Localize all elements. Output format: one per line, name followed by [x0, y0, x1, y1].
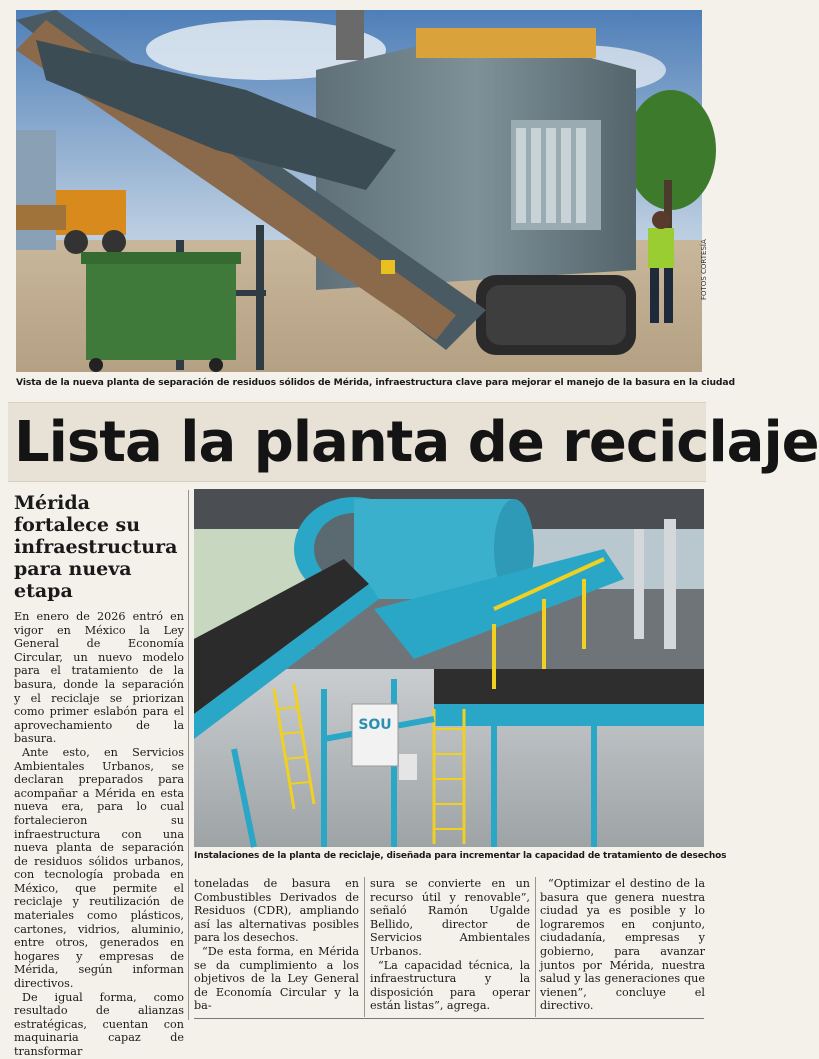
- paragraph: “La capacidad técnica, la infraestructura y la disposición para operar están listas”, agrega.: [370, 958, 530, 1013]
- bottom-rule: [194, 1018, 704, 1019]
- column-rule: [364, 877, 365, 1017]
- paragraph: De igual forma, como resultado de alianzas estratégicas, cuentan con maquinaria capaz de transformar: [14, 990, 184, 1058]
- paragraph: sura se convierte en un recurso útil y renovable”, señaló Ramón Ugalde Bellido, director de Servicios Ambientales Urbanos.: [370, 877, 530, 958]
- plant-sign: SOU: [358, 717, 392, 733]
- paragraph: “De esta forma, en Mérida se da cumplimiento a los objetivos de la Ley General de Economía Circular y la ba-: [194, 944, 359, 1013]
- paragraph: En enero de 2026 entró en vigor en México la Ley General de Economía Circular, un nuevo modelo para el tratamiento de la basura, donde la separación y el reciclaje se priorizan como primer eslabón para el aprovechamiento de la basura.: [14, 610, 184, 746]
- photo-caption-top: Vista de la nueva planta de separación de residuos sólidos de Mérida, infraestructura clave para mejorar el manejo de la basura en la ciudad: [16, 377, 735, 388]
- photo-recycling-machine: [16, 10, 702, 372]
- photo-caption-mid: Instalaciones de la planta de reciclaje, diseñada para incrementar la capacidad de tratamiento de desechos: [194, 851, 727, 861]
- article-column-2: [194, 877, 359, 1013]
- photo-recycling-plant: [194, 489, 704, 847]
- subhead: Mérida fortalece su infraestructura para nueva etapa: [14, 492, 178, 602]
- paragraph: Ante esto, en Servicios Ambientales Urbanos, se declaran preparados para acompañar a Mérida en esta nueva era, para lo cual fortalecieron su infraestructura con una nueva planta de separación de residuos sólidos urbanos, con tecnología probada en México, que permite el reciclaje y reutilización de materiales como plásticos, cartones, vidrios, aluminio, entre otros, generados en hogares y empresas de Mérida, según informan directivos.: [14, 745, 184, 991]
- photo-credit: FOTOS CORTESÍA: [700, 239, 708, 300]
- paragraph: “Optimizar el destino de la basura que genera nuestra ciudad ya es posible y lo lograremos en conjunto, ciudadanía, empresas y gobierno, para avanzar juntos por Mérida, nuestra salud y las generaciones que vienen”, concluye el directivo.: [540, 877, 705, 1013]
- column-rule: [535, 877, 536, 1017]
- article-column-4: [540, 877, 705, 1013]
- headline: Lista la planta de reciclaje: [14, 410, 819, 475]
- column-rule: [188, 490, 189, 1020]
- article-column-3: [370, 877, 530, 1013]
- paragraph: toneladas de basura en Combustibles Derivados de Residuos (CDR), ampliando así las alternativas posibles para los desechos.: [194, 877, 359, 945]
- sidebar-article: [14, 492, 184, 1059]
